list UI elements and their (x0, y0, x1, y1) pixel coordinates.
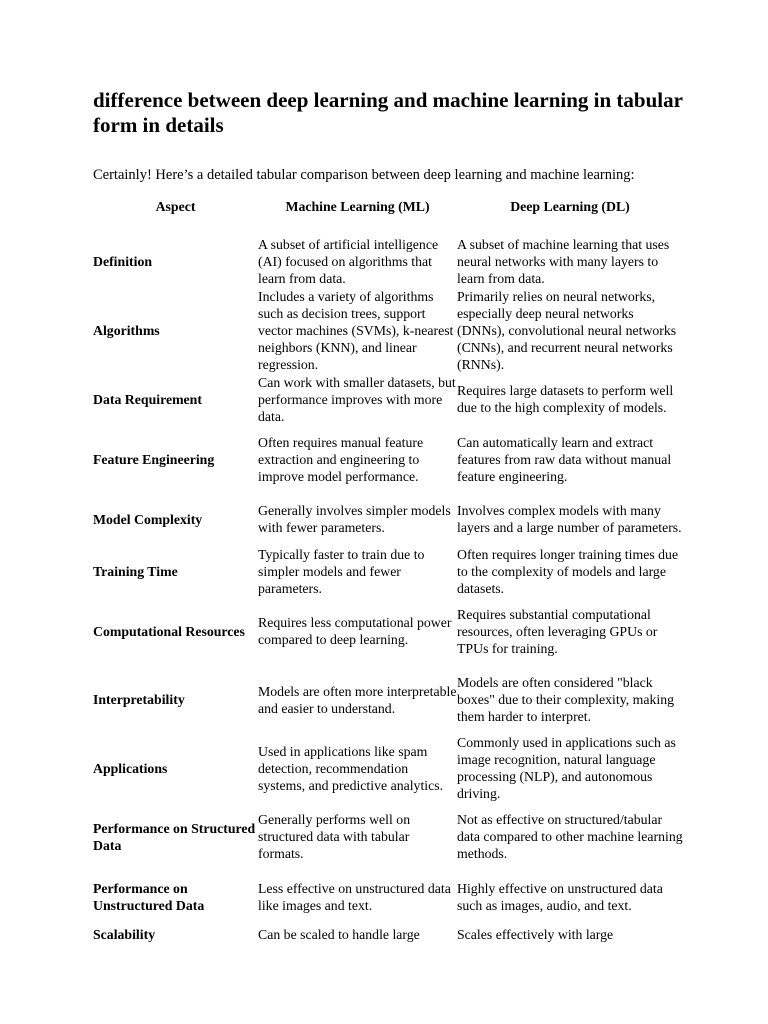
ml-cell: A subset of artificial intelligence (AI) focused on algorithms that learn from data. (258, 237, 439, 286)
dl-cell: Highly effective on unstructured data such as images, audio, and text. (457, 881, 663, 913)
table-row (93, 288, 683, 373)
table-row (93, 923, 683, 945)
aspect-cell: Algorithms (93, 323, 160, 338)
table-row (93, 871, 683, 923)
aspect-cell: Performance on Structured Data (93, 820, 256, 853)
table-row (93, 734, 683, 802)
ml-cell: Can work with smaller datasets, but performance improves with more data. (258, 374, 456, 424)
ml-cell: Generally involves simpler models with fewer parameters. (258, 503, 451, 535)
table-row (93, 597, 683, 665)
table-row (93, 425, 683, 493)
ml-cell: Requires less computational power compared to deep learning. (258, 615, 452, 647)
aspect-cell: Scalability (93, 926, 156, 942)
ml-cell: Can be scaled to handle large (258, 926, 420, 942)
ml-cell: Includes a variety of algorithms such as decision trees, support vector machines (SVMs), k-nearest neighbors (KNN), and linear regression. (258, 289, 454, 372)
table-row (93, 493, 683, 545)
table-row (93, 235, 683, 288)
dl-cell: Often requires longer training times due to the complexity of models and large datasets. (457, 546, 679, 596)
ml-cell: Often requires manual feature extraction and engineering to improve model performance. (258, 434, 424, 484)
dl-cell: Not as effective on structured/tabular data compared to other machine learning methods. (457, 812, 683, 861)
dl-cell: A subset of machine learning that uses neural networks with many layers to learn from data. (457, 237, 670, 286)
comparison-table (93, 198, 683, 945)
aspect-cell: Computational Resources (93, 623, 245, 639)
aspect-cell: Applications (93, 760, 168, 776)
table-row (93, 802, 683, 871)
table-row (93, 373, 683, 425)
aspect-cell: Definition (93, 254, 153, 269)
page-title: difference between deep learning and machine learning in tabular form in details (93, 88, 683, 137)
ml-cell: Generally performs well on structured data with tabular formats. (258, 812, 411, 861)
dl-cell: Involves complex models with many layers and a large number of parameters. (457, 503, 682, 535)
table-row (93, 665, 683, 734)
dl-cell: Models are often considered "black boxes" due to their complexity, making them harder to interpret. (457, 675, 675, 724)
dl-cell: Requires large datasets to perform well due to the high complexity of models. (457, 383, 674, 415)
aspect-cell: Model Complexity (93, 511, 203, 527)
aspect-cell: Performance on Unstructured Data (93, 881, 205, 913)
aspect-cell: Training Time (93, 563, 178, 579)
ml-cell: Less effective on unstructured data like images and text. (258, 881, 451, 913)
column-header-ml: Machine Learning (ML) (285, 199, 430, 214)
dl-cell: Can automatically learn and extract features from raw data without manual feature engineering. (457, 434, 672, 484)
table-row (93, 545, 683, 597)
aspect-cell: Data Requirement (93, 391, 202, 407)
dl-cell: Commonly used in applications such as image recognition, natural language processing (NLP), and autonomous driving. (457, 735, 676, 801)
document-page (93, 88, 683, 945)
ml-cell: Typically faster to train due to simpler models and fewer parameters. (258, 546, 425, 596)
dl-cell: Requires substantial computational resources, often leveraging GPUs or TPUs for training. (457, 606, 658, 656)
aspect-cell: Interpretability (93, 692, 185, 707)
dl-cell: Scales effectively with large (457, 926, 614, 942)
ml-cell: Used in applications like spam detection, recommendation systems, and predictive analytics. (258, 743, 444, 793)
intro-paragraph: Certainly! Here’s a detailed tabular comparison between deep learning and machine learning: (93, 167, 635, 183)
dl-cell: Primarily relies on neural networks, especially deep neural networks (DNNs), convolutional neural networks (CNNs), and recurrent neural networks (RNNs). (457, 289, 677, 372)
table-header-row (93, 198, 683, 235)
column-header-dl: Deep Learning (DL) (510, 199, 630, 214)
ml-cell: Models are often more interpretable and easier to understand. (258, 683, 457, 716)
column-header-aspect: Aspect (155, 199, 196, 214)
aspect-cell: Feature Engineering (93, 451, 215, 467)
